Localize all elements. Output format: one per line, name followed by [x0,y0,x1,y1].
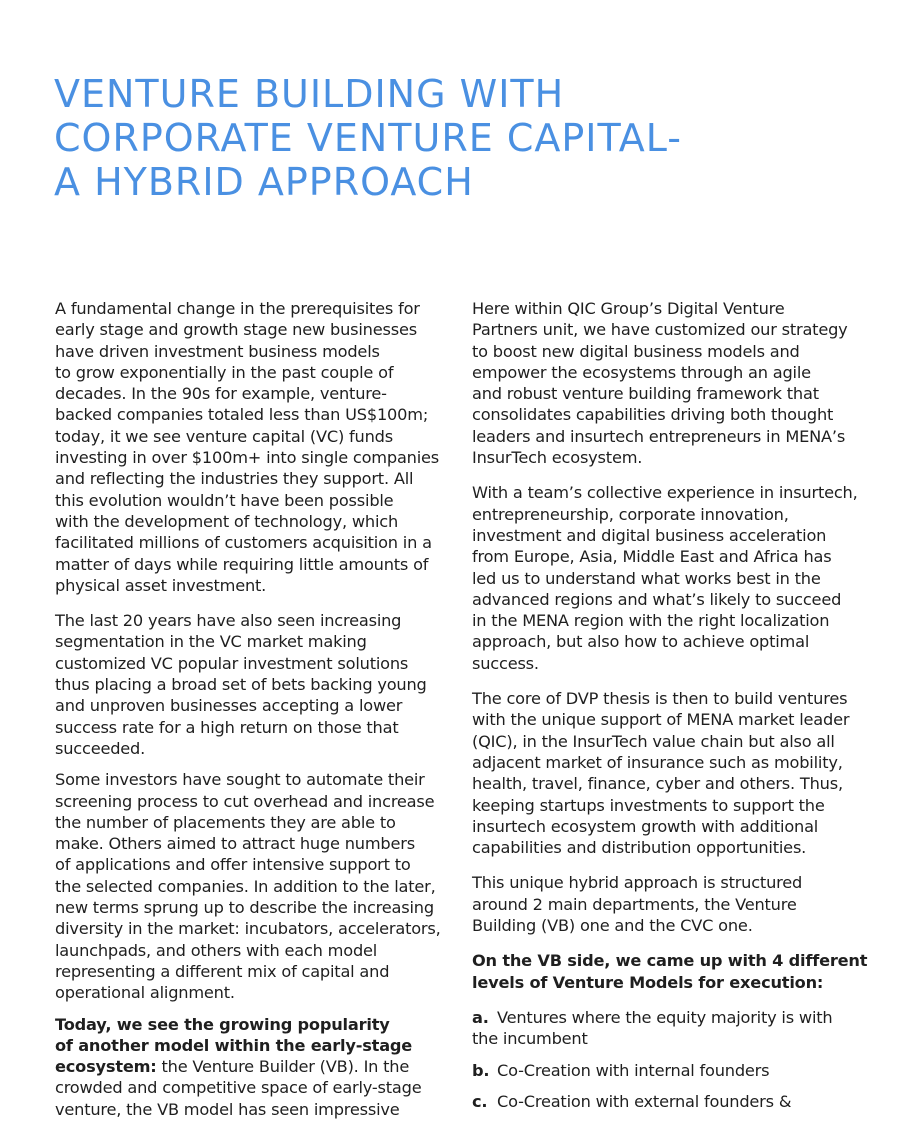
left-paragraph-4 [55,1014,443,1120]
text-line: Partners unit, we have customized our strategy [472,320,848,340]
right-paragraph-5 [472,950,868,993]
text-line: this evolution wouldn’t have been possible [55,490,394,510]
text-line: in the MENA region with the right localization [472,611,830,631]
text-line: Here within QIC Group’s Digital Venture [472,299,785,318]
list-marker: c. [472,1091,488,1111]
text-line: launchpads, and others with each model [55,940,378,960]
text-line: approach, but also how to achieve optimal [472,632,810,652]
text-line: success rate for a high return on those that [55,717,399,737]
text-line: screening process to cut overhead and increase [55,791,435,811]
text-line: (QIC), in the InsurTech value chain but also all [472,731,835,751]
left-paragraph-1 [55,298,443,596]
text-line: capabilities and distribution opportunities. [472,838,807,858]
list-item [472,1060,860,1081]
text-line: empower the ecosystems through an agile [472,362,811,382]
list-text: Co-Creation with internal founders [497,1060,770,1080]
text-line: success. [472,653,539,673]
text-line: and reflecting the industries they support. All [55,469,414,489]
text-line [472,1060,860,1081]
text-line: keeping startups investments to support the [472,795,825,815]
text-line: backed companies totaled less than US$100m; [55,405,429,425]
text-line: With a team’s collective experience in insurtech, [472,483,858,503]
text-line: to boost new digital business models and [472,341,800,361]
text-line: from Europe, Asia, Middle East and Africa has [472,547,832,567]
text-line: insurtech ecosystem growth with additional [472,816,819,836]
text-line: physical asset investment. [55,575,267,595]
page-title [54,72,682,204]
text-line: leaders and insurtech entrepreneurs in MENA’s [472,426,846,446]
bold-lead-line: Today, we see the growing popularity [55,1014,390,1034]
text-line: with the unique support of MENA market leader [472,710,850,730]
text-line: the incumbent [472,1029,588,1049]
text-line: This unique hybrid approach is structured [472,873,803,893]
text-line: investing in over $100m+ into single companies [55,448,440,468]
text-line: and robust venture building framework that [472,384,819,404]
bold-lead-line: levels of Venture Models for execution: [472,972,824,992]
text-line: thus placing a broad set of bets backing young [55,675,427,695]
title-line-2: CORPORATE VENTURE CAPITAL- [54,116,682,160]
text-line: diversity in the market: incubators, accelerators, [55,919,441,939]
text-line: decades. In the 90s for example, venture- [55,384,387,404]
text-line: consolidates capabilities driving both thought [472,405,834,425]
text-line: InsurTech ecosystem. [472,448,643,468]
text-line: The core of DVP thesis is then to build ventures [472,689,848,709]
text-line: A fundamental change in the prerequisites for [55,299,420,318]
text-line [472,1007,860,1028]
text-line [55,1056,443,1077]
text-line: the number of placements they are able to [55,812,396,832]
text-line: to grow exponentially in the past couple of [55,362,394,382]
text-line: Building (VB) one and the CVC one. [472,916,753,936]
text-line: operational alignment. [55,983,235,1003]
text-line: Some investors have sought to automate their [55,770,425,790]
list-marker: b. [472,1060,490,1080]
text-line: make. Others aimed to attract huge numbers [55,834,415,854]
text-line: have driven investment business models [55,341,380,361]
text-line: crowded and competitive space of early-stage [55,1078,422,1098]
text-line: entrepreneurship, corporate innovation, [472,504,789,524]
left-column [55,298,443,1130]
text-line: segmentation in the VC market making [55,632,367,652]
text-line: customized VC popular investment solutions [55,653,409,673]
text-line: succeeded. [55,738,146,758]
right-paragraph-4 [472,872,860,936]
list-item [472,1007,860,1050]
text-line: matter of days while requiring little amounts of [55,554,429,574]
left-paragraph-2 [55,610,443,759]
text-line: venture, the VB model has seen impressive [55,1099,400,1119]
text-line: with the development of technology, which [55,511,399,531]
bold-lead-line: of another model within the early-stage [55,1035,413,1055]
title-line-1: VENTURE BUILDING WITH [54,72,565,116]
right-paragraph-2 [472,482,860,674]
text-line: The last 20 years have also seen increasing [55,611,402,631]
text-line: investment and digital business acceleration [472,525,827,545]
text-line: representing a different mix of capital and [55,961,390,981]
text-line: new terms sprung up to describe the increasing [55,898,434,918]
title-line-3: A HYBRID APPROACH [54,160,474,204]
text-line: around 2 main departments, the Venture [472,894,797,914]
text-line: early stage and growth stage new businesses [55,320,417,340]
right-column [472,298,868,1122]
text-run: the Venture Builder (VB). In the [156,1057,410,1077]
text-line: led us to understand what works best in the [472,568,821,588]
bold-lead-line: On the VB side, we came up with 4 different [472,951,868,971]
text-line [472,1091,860,1112]
text-line: adjacent market of insurance such as mobility, [472,752,843,772]
text-line: of applications and offer intensive support to [55,855,411,875]
text-line: health, travel, finance, cyber and others. Thus, [472,774,843,794]
list-text: Co-Creation with external founders & [497,1091,792,1111]
text-line: today, it we see venture capital (VC) funds [55,426,393,446]
text-line: facilitated millions of customers acquisition in a [55,533,432,553]
list-item [472,1091,860,1112]
right-paragraph-3 [472,688,860,858]
list-marker: a. [472,1007,489,1027]
bold-lead-term: ecosystem: [55,1057,157,1077]
text-line: advanced regions and what’s likely to succeed [472,589,842,609]
right-paragraph-1 [472,298,860,468]
text-line: the selected companies. In addition to the later, [55,876,436,896]
list-text: Ventures where the equity majority is with [497,1007,833,1027]
left-paragraph-3 [55,769,443,1003]
text-line: and unproven businesses accepting a lower [55,696,403,716]
